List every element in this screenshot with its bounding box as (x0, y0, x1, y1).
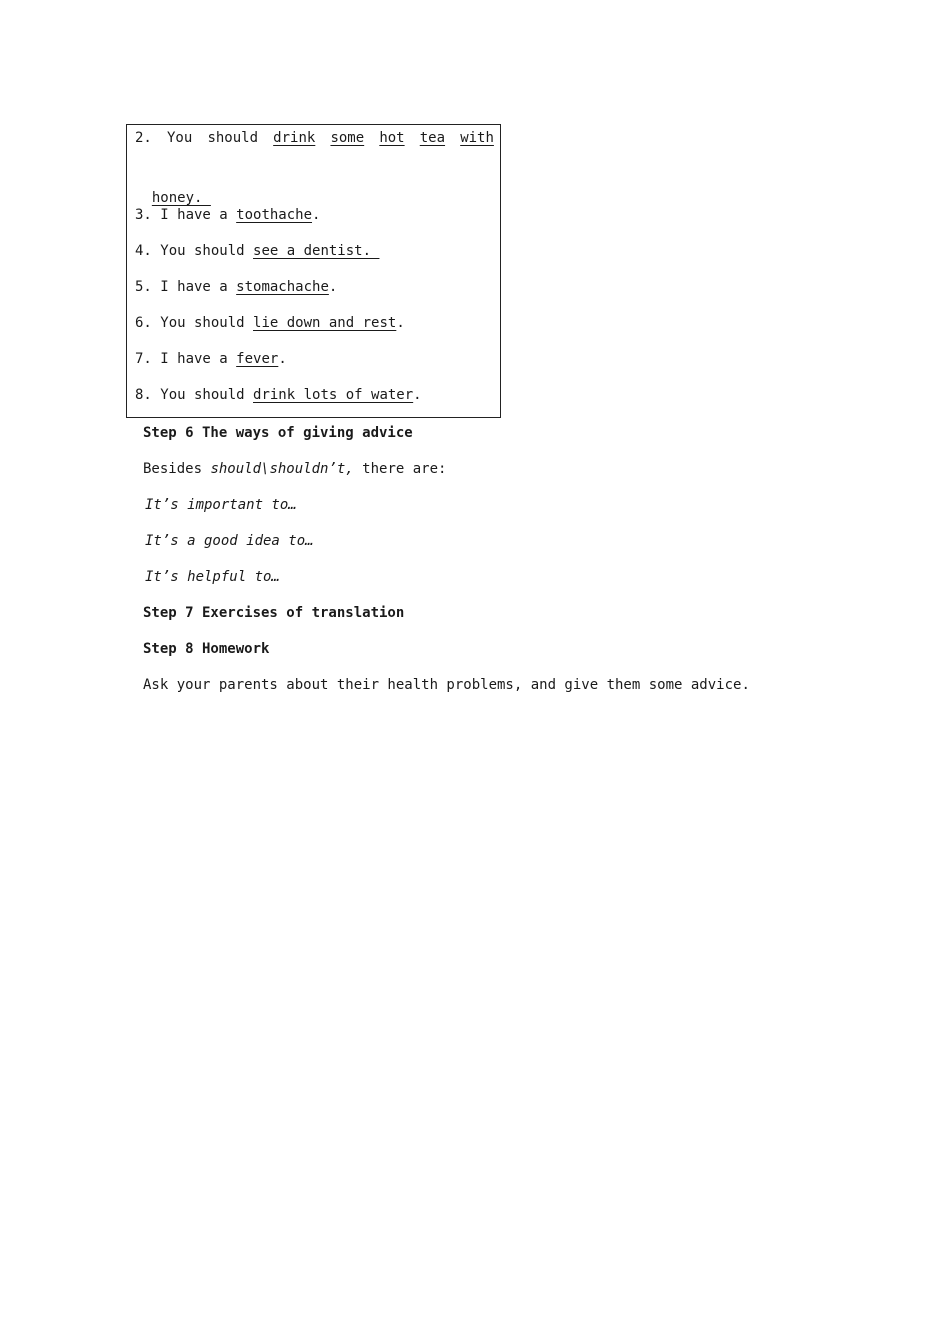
box-line-4 (135, 242, 379, 260)
sentence-prefix: 7. I have a (135, 351, 237, 367)
answer-word: tea (419, 130, 446, 146)
answer-box (126, 124, 501, 418)
answer-word: drink (273, 130, 316, 146)
sentence-prefix: 4. You should (135, 243, 254, 259)
answer-word: some (330, 130, 365, 146)
sentence-suffix: . (278, 351, 287, 367)
step7-heading: Step 7 Exercises of translation (143, 605, 405, 621)
answer: stomachache (236, 279, 329, 295)
answer-word: with (460, 130, 494, 146)
sentence-suffix: . (396, 315, 405, 331)
advice-phrase-1: It’s important to… (145, 497, 297, 513)
step6-heading: Step 6 The ways of giving advice (143, 425, 413, 441)
sentence-suffix: . (413, 387, 422, 403)
box-line-8 (135, 386, 422, 404)
advice-phrase-3: It’s helpful to… (145, 569, 280, 585)
answer: lie down and rest (253, 315, 397, 331)
answer: drink lots of water (253, 387, 414, 403)
box-line-3 (135, 206, 320, 224)
sentence-suffix: . (328, 279, 338, 295)
answer-word: honey. (151, 190, 211, 206)
box-line-7 (135, 350, 287, 368)
answer: toothache (236, 207, 313, 223)
answer-word: hot (379, 130, 405, 146)
besides-suffix: there are: (353, 461, 447, 477)
answer: see a dentist. (253, 243, 380, 259)
word: should (207, 130, 259, 146)
advice-phrase-2: It’s a good idea to… (145, 533, 314, 549)
word: You (167, 130, 193, 146)
box-line-5 (135, 278, 337, 296)
besides-modal: should\shouldn’t, (210, 461, 354, 477)
step8-heading: Step 8 Homework (143, 641, 270, 657)
box-line-6 (135, 314, 405, 332)
besides-prefix: Besides (143, 461, 211, 477)
box-line-2-continued (135, 171, 211, 207)
sentence-prefix: 8. You should (135, 387, 254, 403)
answer: fever (236, 351, 279, 367)
box-line-2 (135, 129, 494, 147)
step6-besides-line (143, 460, 446, 478)
sentence-prefix: 3. I have a (135, 207, 237, 223)
sentence-suffix: . (312, 207, 321, 223)
item-number: 2. (135, 130, 152, 146)
sentence-prefix: 5. I have a (135, 279, 237, 295)
sentence-prefix: 6. You should (135, 315, 254, 331)
homework-text: Ask your parents about their health problems, and give them some advice. (143, 677, 750, 693)
